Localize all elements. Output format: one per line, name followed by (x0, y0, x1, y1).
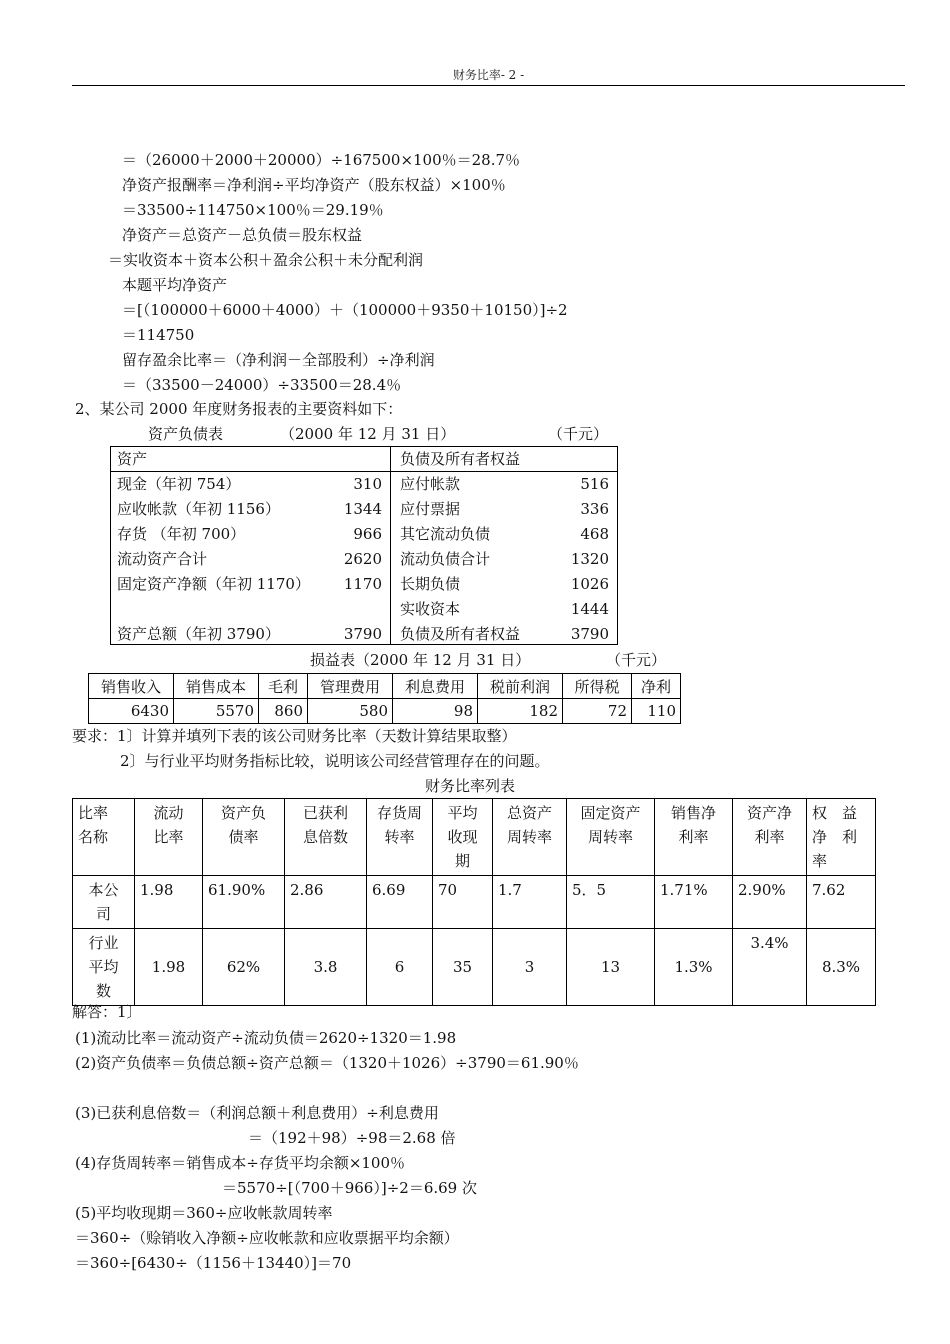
income-header-cell: 利息费用 (393, 674, 478, 699)
income-statement-title: 损益表（2000 年 12 月 31 日） (310, 651, 531, 669)
intro-line: ＝33500÷114750×100％＝29.19％ (122, 201, 384, 219)
ratio-company-cell: 7.62 (807, 876, 876, 929)
answer-line: ＝5570÷[（700＋966）]÷2＝6.69 次 (222, 1179, 477, 1197)
requirement-line: 2〕与行业平均财务指标比较，说明该公司经营管理存在的问题。 (120, 752, 550, 770)
balance-right-value: 468 (580, 525, 609, 543)
answer-line: ＝360÷（赊销收入净额÷应收帐款和应收票据平均余额） (75, 1229, 459, 1247)
intro-line: ＝实收资本＋资本公积＋盈余公积＋未分配利润 (108, 251, 424, 269)
balance-left-label: 应收帐款（年初 1156） (117, 500, 280, 518)
balance-left-label: 资产总额（年初 3790） (117, 625, 280, 643)
balance-sheet-date: （2000 年 12 月 31 日） (280, 425, 456, 443)
intro-line: ＝（26000＋2000＋20000）÷167500×100％＝28.7％ (122, 151, 521, 169)
income-header-cell: 管理费用 (308, 674, 393, 699)
ratio-header-cell: 销售净 利率 (655, 799, 733, 876)
balance-right-header: 负债及所有者权益 (400, 450, 521, 468)
ratio-company-cell: 本公 司 (73, 876, 135, 929)
answer-line: (2)资产负债率＝负债总额÷资产总额＝（1320＋1026）÷3790＝61.90％ (75, 1054, 579, 1072)
income-value-cell: 860 (259, 699, 308, 724)
ratio-industry-cell: 3 (493, 929, 567, 1006)
balance-left-value: 3790 (343, 625, 382, 643)
ratio-industry-cell: 13 (567, 929, 655, 1006)
balance-right-value: 1320 (570, 550, 609, 568)
balance-sheet-unit: （千元） (548, 425, 609, 443)
ratio-company-cell: 1.7 (493, 876, 567, 929)
intro-line: 留存盈余比率＝（净利润－全部股利）÷净利润 (122, 351, 435, 369)
income-header-cell: 净利 (632, 674, 681, 699)
ratio-industry-cell: 6 (367, 929, 433, 1006)
balance-right-label: 其它流动负债 (400, 525, 491, 543)
ratio-table-title: 财务比率列表 (425, 777, 516, 795)
income-value-cell: 182 (478, 699, 563, 724)
income-statement-table (88, 673, 681, 724)
income-header-cell: 销售收入 (89, 674, 174, 699)
balance-left-value: 1344 (343, 500, 382, 518)
ratio-industry-cell: 3.8 (285, 929, 367, 1006)
balance-right-value: 3790 (570, 625, 609, 643)
ratio-company-cell: 61.90% (203, 876, 285, 929)
balance-left-label: 流动资产合计 (117, 550, 208, 568)
intro-line: 净资产报酬率＝净利润÷平均净资产（股东权益）×100％ (122, 176, 506, 194)
ratio-header-cell: 固定资产 周转率 (567, 799, 655, 876)
answer-line: 解答：1〕 (72, 1003, 142, 1021)
ratio-header-cell: 资产负 债率 (203, 799, 285, 876)
ratio-header-cell: 总资产 周转率 (493, 799, 567, 876)
intro-line: 净资产＝总资产－总负债＝股东权益 (122, 226, 363, 244)
answer-line: (1)流动比率＝流动资产÷流动负债＝2620÷1320＝1.98 (75, 1029, 457, 1047)
ratio-industry-cell: 8.3% (807, 929, 876, 1006)
page-header: 财务比率- 2 - (452, 68, 525, 82)
balance-sheet-header-rule (110, 471, 618, 472)
balance-right-value: 516 (580, 475, 609, 493)
income-value-cell: 98 (393, 699, 478, 724)
balance-left-value: 310 (353, 475, 382, 493)
intro-line: ＝[（100000＋6000＋4000）＋（100000＋9350＋10150）]÷2 (122, 301, 568, 319)
ratio-company-cell: 2.86 (285, 876, 367, 929)
ratio-header-row (73, 799, 876, 876)
balance-sheet-divider (390, 446, 391, 645)
ratio-industry-cell: 1.3% (655, 929, 733, 1006)
balance-right-label: 实收资本 (400, 600, 461, 618)
ratio-header-cell: 资产净 利率 (733, 799, 807, 876)
ratio-header-cell: 存货周 转率 (367, 799, 433, 876)
ratio-company-cell: 70 (433, 876, 493, 929)
balance-right-label: 负债及所有者权益 (400, 625, 521, 643)
balance-right-label: 流动负债合计 (400, 550, 491, 568)
ratio-header-cell: 流动 比率 (135, 799, 203, 876)
ratio-table (72, 798, 876, 1006)
ratio-industry-cell: 行业 平均 数 (73, 929, 135, 1006)
income-header-cell: 所得税 (563, 674, 632, 699)
ratio-industry-cell: 3.4% (733, 929, 807, 1006)
balance-left-value: 966 (353, 525, 382, 543)
ratio-company-cell: 1.98 (135, 876, 203, 929)
balance-left-label: 现金（年初 754） (117, 475, 241, 493)
income-header-cell: 税前利润 (478, 674, 563, 699)
ratio-header-cell: 权 益 净 利 率 (807, 799, 876, 876)
answer-line: (5)平均收现期＝360÷应收帐款周转率 (75, 1204, 333, 1222)
ratio-header-cell: 比率 名称 (73, 799, 135, 876)
balance-left-value: 1170 (343, 575, 382, 593)
answer-line: ＝（192＋98）÷98＝2.68 倍 (248, 1129, 456, 1147)
balance-right-value: 336 (580, 500, 609, 518)
intro-line: ＝（33500－24000）÷33500＝28.4％ (122, 376, 402, 394)
balance-right-label: 应付票据 (400, 500, 461, 518)
income-statement-unit: （千元） (606, 651, 667, 669)
income-value-cell: 5570 (174, 699, 259, 724)
question-text: 2、某公司 2000 年度财务报表的主要资料如下： (75, 400, 403, 418)
ratio-company-cell: 6.69 (367, 876, 433, 929)
income-header-cell: 销售成本 (174, 674, 259, 699)
balance-right-value: 1444 (570, 600, 609, 618)
ratio-industry-cell: 62% (203, 929, 285, 1006)
balance-left-label: 固定资产净额（年初 1170） (117, 575, 310, 593)
balance-right-label: 长期负债 (400, 575, 461, 593)
balance-left-label: 存货 （年初 700） (117, 525, 246, 543)
income-header-cell: 毛利 (259, 674, 308, 699)
header-divider (72, 85, 905, 86)
balance-right-label: 应付帐款 (400, 475, 461, 493)
ratio-company-cell: 1.71% (655, 876, 733, 929)
balance-left-value: 2620 (343, 550, 382, 568)
income-value-cell: 6430 (89, 699, 174, 724)
ratio-industry-row (73, 929, 876, 1006)
ratio-company-row (73, 876, 876, 929)
ratio-company-cell: 2.90% (733, 876, 807, 929)
balance-right-value: 1026 (570, 575, 609, 593)
ratio-industry-cell: 1.98 (135, 929, 203, 1006)
income-value-cell: 580 (308, 699, 393, 724)
answer-line: (3)已获利息倍数＝（利润总额＋利息费用）÷利息费用 (75, 1104, 439, 1122)
ratio-header-cell: 已获利 息倍数 (285, 799, 367, 876)
income-value-cell: 72 (563, 699, 632, 724)
ratio-header-cell: 平均 收现 期 (433, 799, 493, 876)
answer-line: ＝360÷[6430÷（1156＋13440）]＝70 (75, 1254, 352, 1272)
ratio-company-cell: 5．5 (567, 876, 655, 929)
intro-line: 本题平均净资产 (122, 276, 228, 294)
balance-left-header: 资产 (117, 450, 148, 468)
intro-line: ＝114750 (122, 326, 195, 344)
ratio-industry-cell: 35 (433, 929, 493, 1006)
balance-sheet-title: 资产负债表 (148, 425, 224, 443)
income-value-cell: 110 (632, 699, 681, 724)
requirement-line: 要求：1〕计算并填列下表的该公司财务比率（天数计算结果取整） (72, 727, 517, 745)
answer-line: (4)存货周转率＝销售成本÷存货平均余额×100％ (75, 1154, 406, 1172)
